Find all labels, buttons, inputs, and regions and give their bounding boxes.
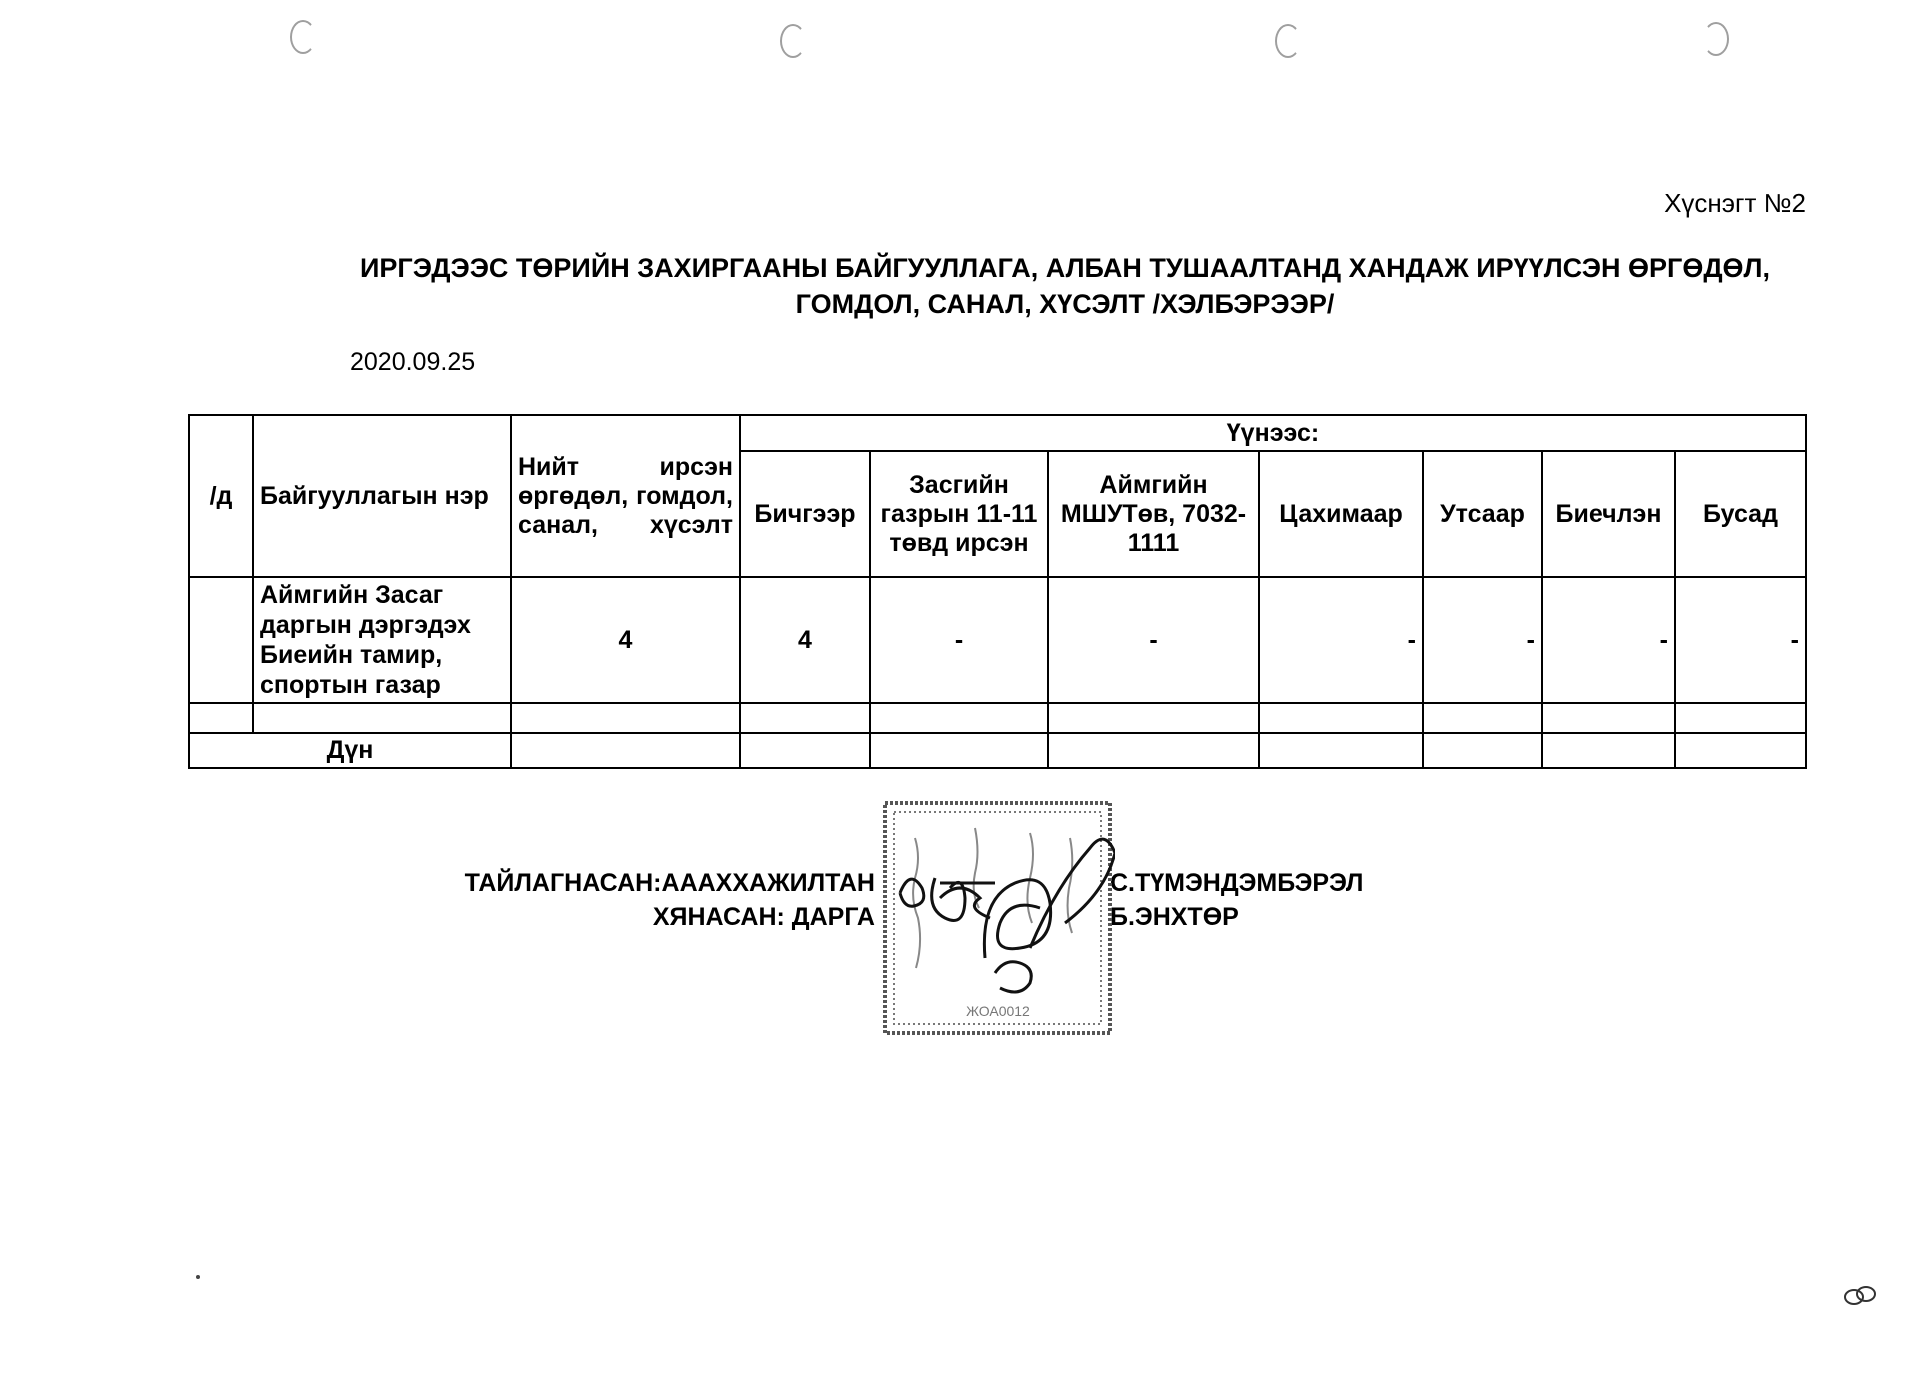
row-total: 4 [511,577,740,703]
empty-cell [1048,703,1259,733]
empty-cell [1423,703,1542,733]
report-table [188,414,1807,769]
punch-hole-icon [290,20,316,54]
empty-cell [511,703,740,733]
total-cell [1675,733,1806,768]
signature-names [1110,866,1363,934]
header-in-person: Биечлэн [1542,451,1675,577]
official-stamp [880,798,1115,1038]
punch-hole-icon [1275,24,1301,58]
header-org: Байгууллагын нэр [253,415,511,577]
row-org: Аймгийн Засаг даргын дэргэдэх Биеийн тамир, спортын газар [253,577,511,703]
header-total: Нийт ирсэн өргөдөл, гомдол, санал, хүсэлт [511,415,740,577]
header-aimag-center: Аймгийн МШУТөв, 7032-1111 [1048,451,1259,577]
scan-speck [196,1275,200,1279]
empty-cell [1542,703,1675,733]
row-num [189,577,253,703]
empty-cell [189,703,253,733]
report-date: 2020.09.25 [350,348,476,376]
total-cell [1048,733,1259,768]
corner-mark-icon [1840,1282,1880,1310]
punch-hole-icon [1703,22,1729,56]
header-gov-11-11: Засгийн газрын 11-11 төвд ирсэн [870,451,1048,577]
signature-icon [900,839,1115,992]
row-other: - [1675,577,1806,703]
total-cell [1423,733,1542,768]
total-cell [1542,733,1675,768]
reporter-role: ТАЙЛАГНАСАН:АААХХАЖИЛТАН [464,869,875,897]
header-online: Цахимаар [1259,451,1423,577]
row-written: 4 [740,577,870,703]
header-phone: Утсаар [1423,451,1542,577]
row-gov-11-11: - [870,577,1048,703]
annex-number: Хүснэгт №2 [1664,188,1806,218]
empty-cell [740,703,870,733]
header-num: /д [189,415,253,577]
reporter-name: С.ТҮМЭНДЭМБЭРЭЛ [1110,869,1364,897]
document-title: ИРГЭДЭЭС ТӨРИЙН ЗАХИРГААНЫ БАЙГУУЛЛАГА, АЛБАН ТУШААЛТАНД ХАНДАЖ ИРҮҮЛСЭН ӨРГӨДӨЛ, ГОМДОЛ, САНАЛ, ХҮСЭЛТ /ХЭЛБЭРЭЭР/ [360,253,1770,319]
header-written: Бичгээр [740,451,870,577]
total-cell [1259,733,1423,768]
punch-hole-icon [780,24,806,58]
table-row-empty [189,703,1806,733]
row-in-person: - [1542,577,1675,703]
header-group: Үүнээс: [740,415,1806,451]
reviewer-role: ХЯНАСАН: ДАРГА [652,903,875,931]
stamp-code: ЖОА0012 [966,1003,1030,1019]
header-other: Бусад [1675,451,1806,577]
signature-roles [300,866,875,934]
total-cell [511,733,740,768]
empty-cell [870,703,1048,733]
reviewer-name: Б.ЭНХТӨР [1110,903,1239,931]
empty-cell [253,703,511,733]
empty-cell [1259,703,1423,733]
total-cell [740,733,870,768]
row-aimag-center: - [1048,577,1259,703]
total-row [189,733,1806,768]
row-phone: - [1423,577,1542,703]
row-online: - [1259,577,1423,703]
total-label: Дүн [189,733,511,768]
table-row [189,577,1806,703]
empty-cell [1675,703,1806,733]
total-cell [870,733,1048,768]
